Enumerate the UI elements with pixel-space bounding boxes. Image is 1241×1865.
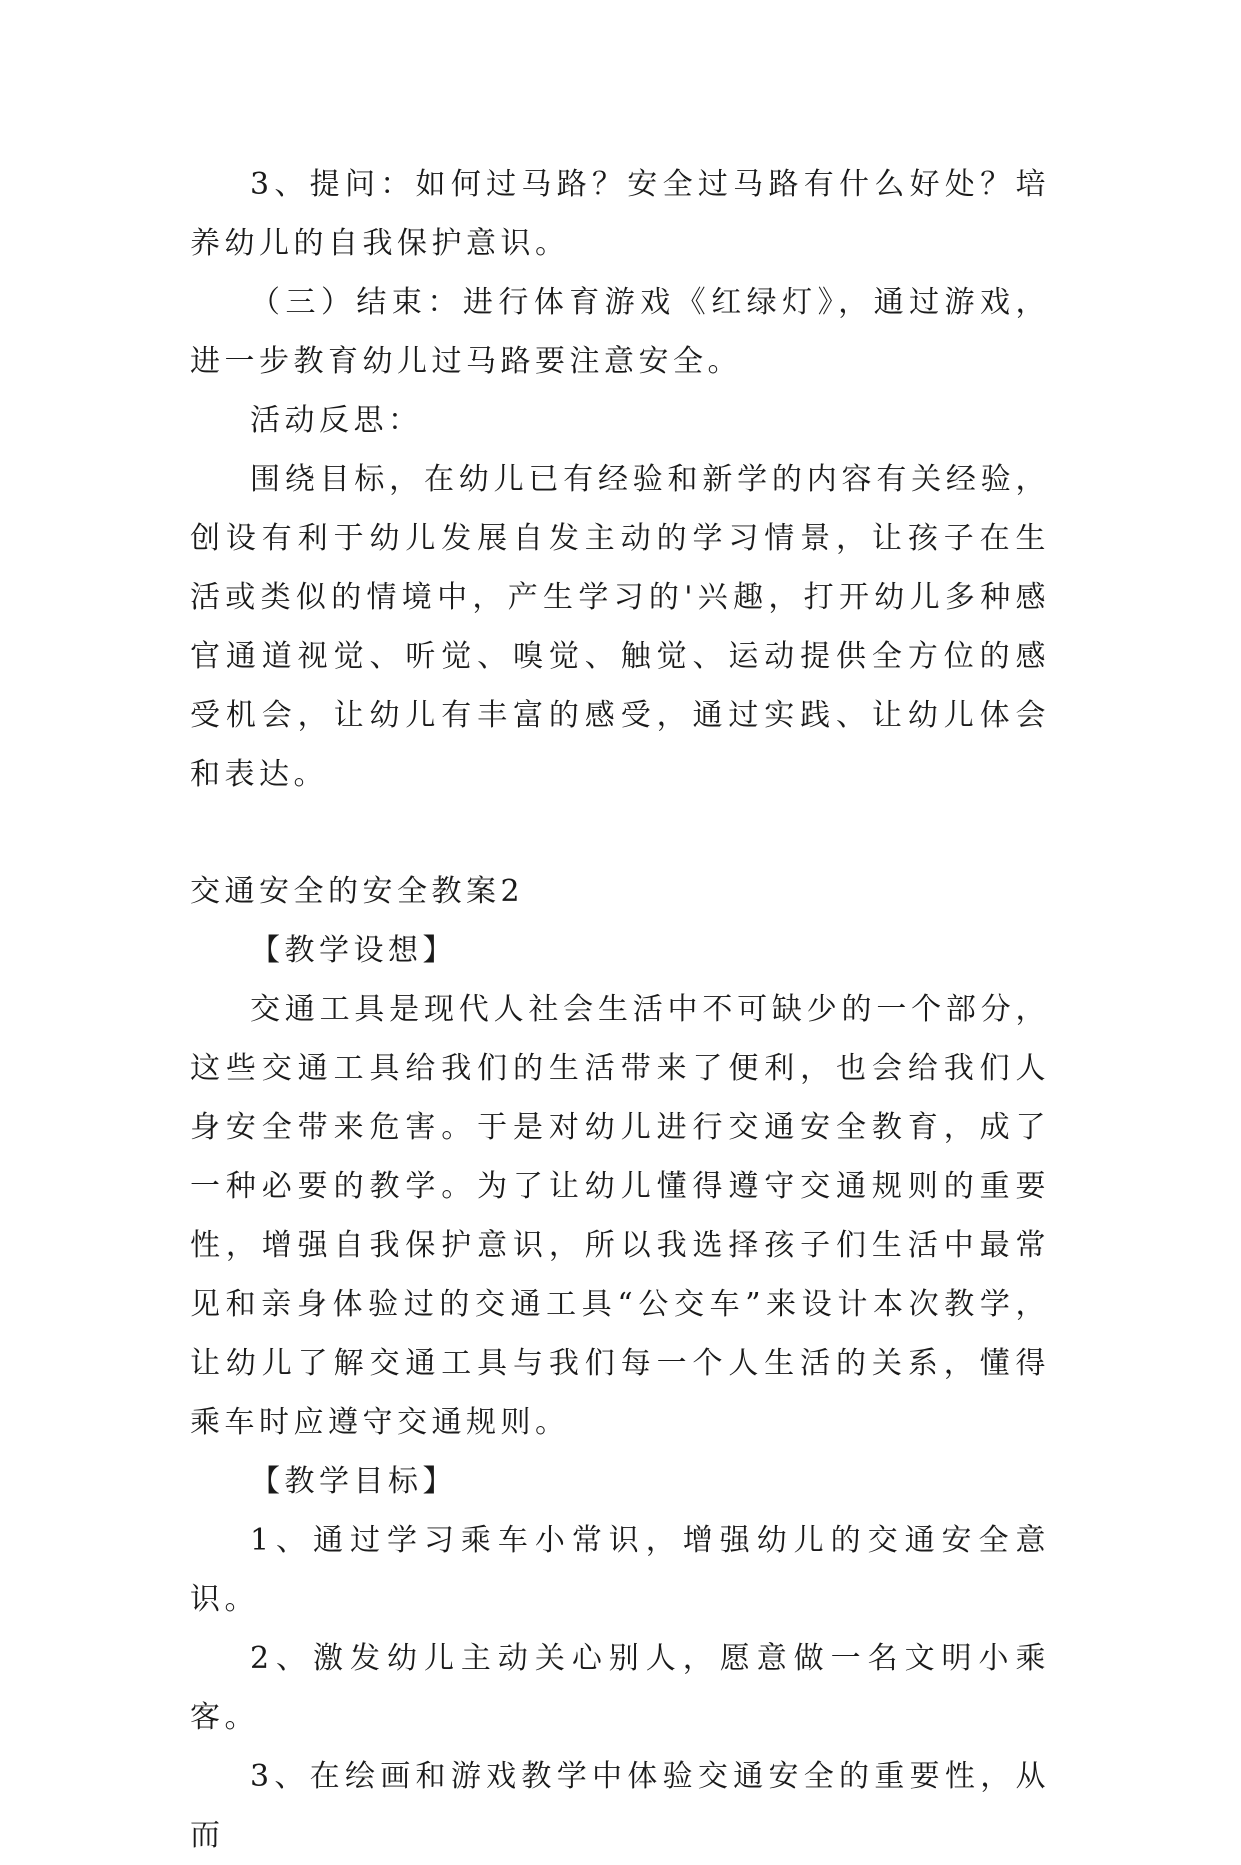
paragraph-reflection-body: 围绕目标，在幼儿已有经验和新学的内容有关经验，创设有利于幼儿发展自发主动的学习情景，让孩子在生活或类似的情境中，产生学习的'兴趣，打开幼儿多种感官通道视觉、听觉、嗅觉、触觉、运动提供全方位的感受机会，让幼儿有丰富的感受，通过实践、让幼儿体会和表达。 [190, 462, 1050, 792]
goal-item-3: 3、在绘画和游戏教学中体验交通安全的重要性，从而 [190, 1759, 1050, 1853]
goal-item-2: 2、激发幼儿主动关心别人，愿意做一名文明小乘客。 [190, 1641, 1050, 1735]
paragraph-question-crossing: 3、提问：如何过马路？安全过马路有什么好处？培养幼儿的自我保护意识。 [190, 167, 1050, 261]
document-body [190, 155, 1050, 1865]
goal-item-1: 1、通过学习乘车小常识，增强幼儿的交通安全意识。 [190, 1523, 1050, 1617]
paragraph-teaching-idea: 交通工具是现代人社会生活中不可缺少的一个部分，这些交通工具给我们的生活带来了便利，也会给我们人身安全带来危害。于是对幼儿进行交通安全教育，成了一种必要的教学。为了让幼儿懂得遵守交通规则的重要性，增强自我保护意识，所以我选择孩子们生活中最常见和亲身体验过的交通工具“公交车”来设计本次教学，让幼儿了解交通工具与我们每一个人生活的关系，懂得乘车时应遵守交通规则。 [190, 992, 1050, 1440]
subheading-teaching-goals: 【教学目标】 [250, 1464, 457, 1499]
section-title: 交通安全的安全教案2 [190, 874, 525, 909]
paragraph-ending-game: （三）结束：进行体育游戏《红绿灯》，通过游戏，进一步教育幼儿过马路要注意安全。 [190, 285, 1050, 379]
paragraph-reflection-label: 活动反思： [250, 403, 423, 438]
subheading-teaching-idea: 【教学设想】 [250, 933, 457, 968]
